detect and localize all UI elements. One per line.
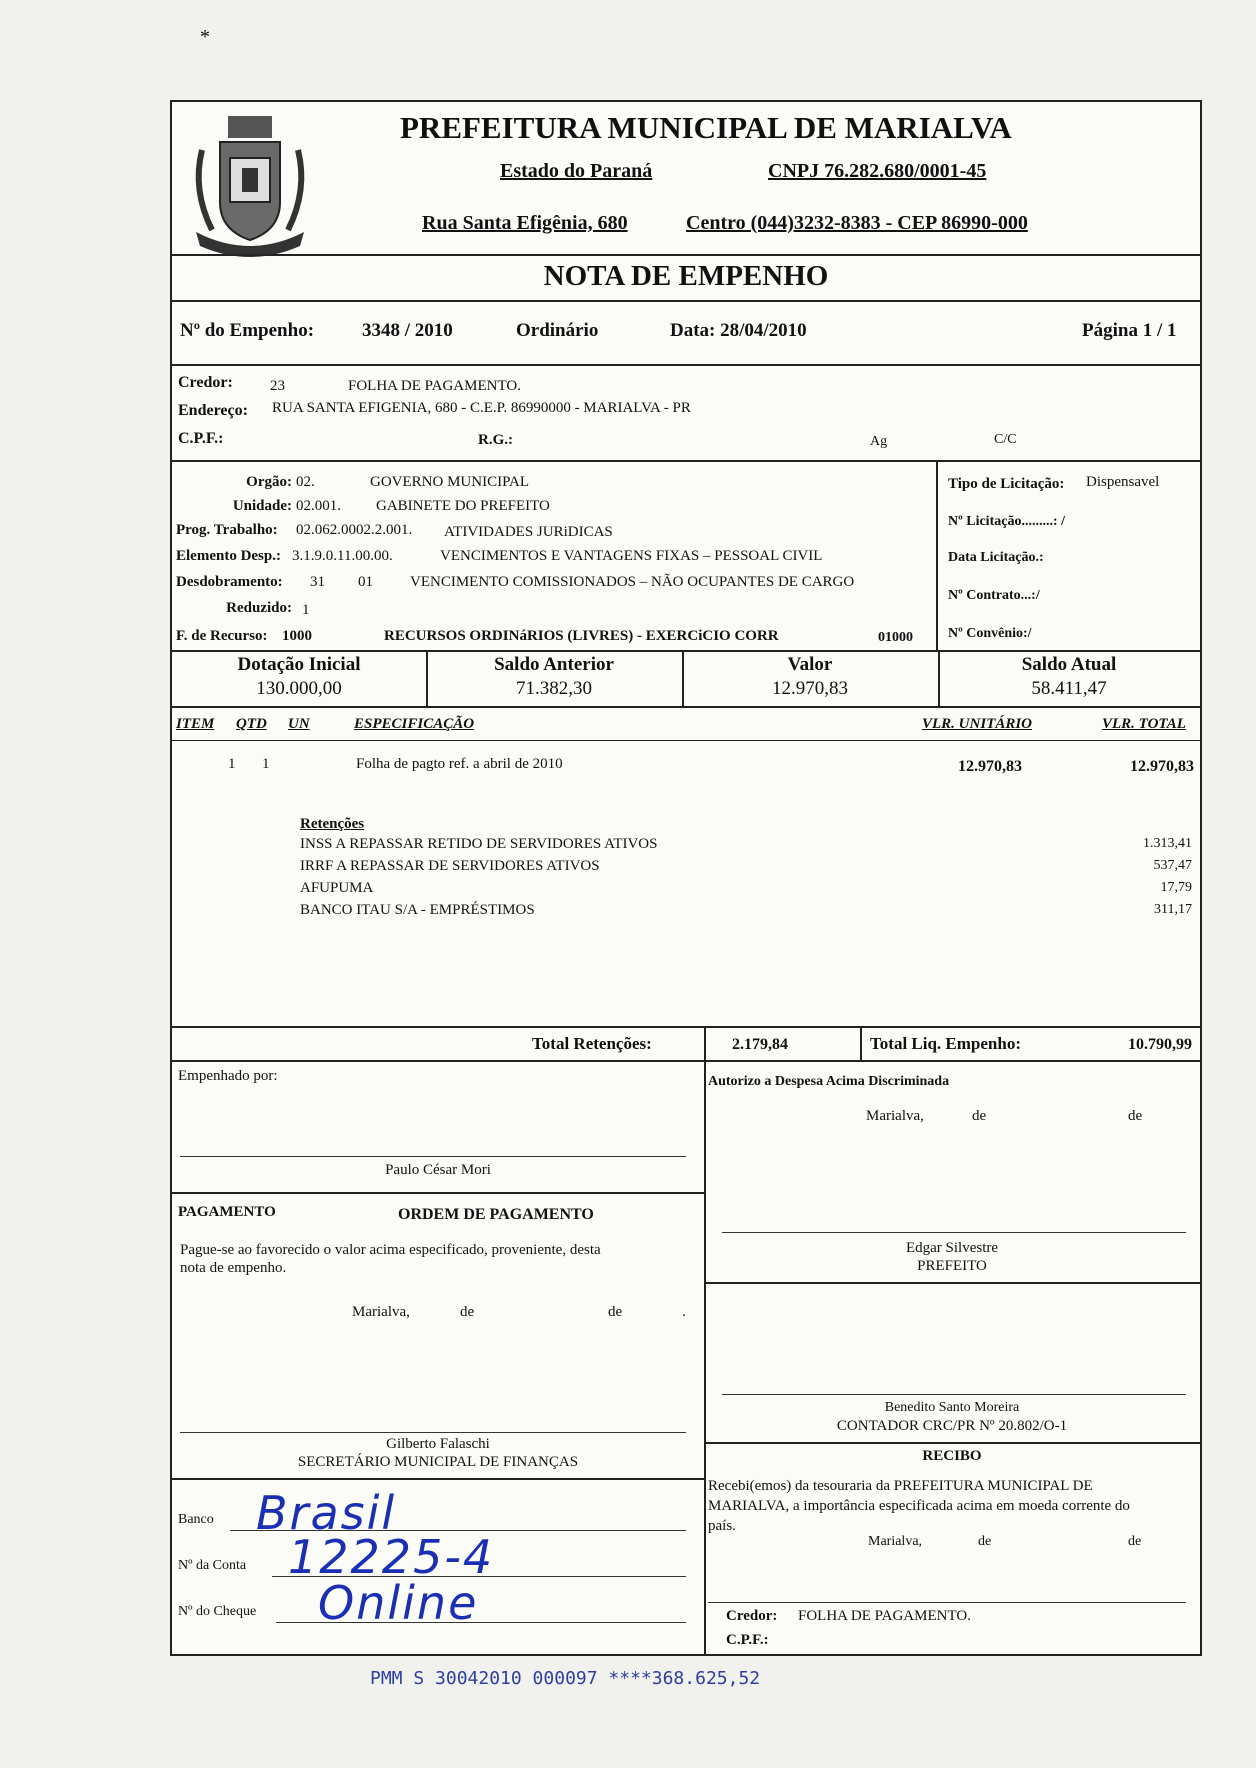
numero-convenio: Nº Convênio:/: [948, 626, 1032, 641]
pagamento-text-1: Pague-se ao favorecido o valor acima especificado, proveniente, desta: [180, 1242, 601, 1258]
pagamento-city: Marialva,: [352, 1304, 410, 1320]
empenhado-signer: Paulo César Mori: [385, 1162, 491, 1178]
col-un: UN: [288, 716, 310, 732]
pagamento-dot: .: [682, 1304, 686, 1320]
autorizo-de: de: [1128, 1108, 1143, 1124]
secretario-name: Gilberto Falaschi: [386, 1436, 490, 1452]
prefeito-name: Edgar Silvestre: [905, 1240, 999, 1256]
pagamento-de: de: [460, 1304, 475, 1320]
header-cnpj: CNPJ 76.282.680/0001-45: [768, 160, 987, 182]
address-label: Endereço:: [178, 402, 248, 419]
recurso-ref: 01000: [878, 630, 913, 645]
cc-label: C/C: [994, 432, 1017, 447]
data-licitacao: Data Licitação.:: [948, 550, 1044, 565]
col-item: ITEM: [176, 716, 215, 732]
header-title: PREFEITURA MUNICIPAL DE MARIALVA: [400, 110, 1012, 145]
conta-label: Nº da Conta: [178, 1558, 247, 1573]
secretario-title: SECRETÁRIO MUNICIPAL DE FINANÇAS: [297, 1454, 579, 1470]
recurso-code: 1000: [282, 628, 312, 644]
recibo-credor-label: Credor:: [726, 1608, 778, 1624]
recurso-name: RECURSOS ORDINáRIOS (LIVRES) - EXERCiCIO CORR: [384, 628, 779, 644]
coat-of-arms-icon: [182, 110, 318, 258]
orgao-label: Orgão:: [246, 474, 292, 490]
tipo-licitacao-label: Tipo de Licitação:: [948, 476, 1065, 492]
recibo-de: de: [1128, 1534, 1142, 1549]
prog-name: ATIVIDADES JURiDICAS: [444, 524, 613, 540]
recibo-text-3: país.: [708, 1518, 736, 1534]
numero-licitacao: Nº Licitação.........: /: [948, 514, 1065, 529]
numero-contrato: Nº Contrato...:/: [948, 588, 1040, 603]
elemento-name: VENCIMENTOS E VANTAGENS FIXAS – PESSOAL CIVIL: [440, 548, 823, 564]
ag-label: Ag: [870, 434, 888, 449]
unidade-label: Unidade:: [232, 498, 292, 514]
desdobramento-sub: 01: [358, 574, 373, 590]
total-retencoes-value: 2.179,84: [732, 1036, 788, 1053]
retencao-value: 17,79: [1160, 880, 1192, 895]
orgao-code: 02.: [296, 474, 315, 490]
balance-value: 58.411,47: [1031, 678, 1107, 699]
item-total-value: 12.970,83: [1130, 758, 1194, 775]
item-spec: Folha de pagto ref. a abril de 2010: [356, 756, 563, 772]
empenho-type: Ordinário: [516, 320, 599, 341]
col-total: VLR. TOTAL: [1102, 716, 1186, 732]
empenho-number: 3348 / 2010: [362, 320, 453, 341]
retencao-desc: BANCO ITAU S/A - EMPRÉSTIMOS: [300, 902, 535, 918]
item-unit-value: 12.970,83: [958, 758, 1022, 775]
item-qtd: 1: [262, 756, 270, 772]
total-liq-label: Total Liq. Empenho:: [870, 1034, 1021, 1053]
cheque-handwritten: Online: [318, 1576, 479, 1630]
ordem-pagamento-label: ORDEM DE PAGAMENTO: [398, 1206, 594, 1223]
credor-code: 23: [270, 378, 285, 394]
autorizo-city: Marialva,: [866, 1108, 924, 1124]
elemento-code: 3.1.9.0.11.00.00.: [292, 548, 393, 564]
pagamento-text-2: nota de empenho.: [180, 1260, 287, 1276]
desdobramento-name: VENCIMENTO COMISSIONADOS – NÃO OCUPANTES DE CARGO: [410, 574, 855, 590]
retencao-value: 1.313,41: [1143, 836, 1192, 851]
banco-label: Banco: [178, 1512, 214, 1527]
balance-value: 71.382,30: [516, 678, 592, 699]
contador-title: CONTADOR CRC/PR Nº 20.802/O-1: [836, 1418, 1068, 1434]
retencoes-title: Retenções: [300, 816, 365, 832]
tipo-licitacao-value: Dispensavel: [1086, 474, 1160, 490]
col-qtd: QTD: [236, 716, 267, 732]
col-unit: VLR. UNITÁRIO: [922, 716, 1033, 732]
recibo-text-1: Recebi(emos) da tesouraria da PREFEITURA MUNICIPAL DE: [708, 1478, 1093, 1494]
cpf-label: C.P.F.:: [178, 430, 224, 447]
retencao-value: 537,47: [1153, 858, 1192, 873]
contador-name: Benedito Santo Moreira: [884, 1400, 1020, 1415]
desdobramento-label: Desdobramento:: [176, 574, 283, 590]
orgao-name: GOVERNO MUNICIPAL: [370, 474, 530, 490]
header-address: Rua Santa Efigênia, 680: [422, 212, 628, 234]
rg-label: R.G.:: [478, 432, 513, 448]
total-retencoes-label: Total Retenções:: [532, 1034, 652, 1053]
autorizo-label: Autorizo a Despesa Acima Discriminada: [708, 1074, 950, 1089]
balance-label: Valor: [787, 654, 833, 675]
balance-label: Saldo Atual: [1021, 654, 1117, 675]
empenho-label: Nº do Empenho:: [180, 320, 315, 341]
doc-title: NOTA DE EMPENHO: [543, 260, 829, 292]
prefeito-title: PREFEITO: [917, 1258, 987, 1274]
conta-handwritten: 12225-4: [288, 1530, 495, 1584]
col-spec: ESPECIFICAÇÃO: [354, 716, 475, 732]
balance-label: Dotação Inicial: [237, 654, 361, 675]
recibo-text-2: MARIALVA, a importância especificada acima em moeda corrente do: [708, 1498, 1130, 1514]
autorizo-de: de: [972, 1108, 987, 1124]
balance-value: 130.000,00: [256, 678, 342, 699]
recibo-credor-value: FOLHA DE PAGAMENTO.: [798, 1608, 971, 1624]
credor-name: FOLHA DE PAGAMENTO.: [348, 378, 521, 394]
retencao-desc: IRRF A REPASSAR DE SERVIDORES ATIVOS: [300, 858, 600, 874]
balance-label: Saldo Anterior: [494, 654, 614, 675]
reduzido-label: Reduzido:: [226, 600, 292, 616]
pagamento-de: de: [608, 1304, 623, 1320]
empenho-date: Data: 28/04/2010: [670, 320, 807, 341]
unidade-code: 02.001.: [296, 498, 341, 514]
unidade-name: GABINETE DO PREFEITO: [376, 498, 550, 514]
reduzido-value: 1: [302, 602, 310, 618]
prog-label: Prog. Trabalho:: [176, 522, 278, 538]
balance-value: 12.970,83: [772, 678, 848, 699]
header-state: Estado do Paraná: [500, 160, 653, 182]
retencao-value: 311,17: [1154, 902, 1192, 917]
item-number: 1: [228, 756, 236, 772]
banco-handwritten: Brasil: [256, 1486, 397, 1540]
footer-code: PMM S 30042010 000097 ****368.625,52: [370, 1668, 761, 1689]
credor-label: Credor:: [178, 374, 233, 391]
recurso-label: F. de Recurso:: [176, 628, 268, 644]
scan-mark: *: [200, 26, 210, 48]
credor-address: RUA SANTA EFIGENIA, 680 - C.E.P. 86990000 - MARIALVA - PR: [272, 400, 691, 416]
retencao-desc: INSS A REPASSAR RETIDO DE SERVIDORES ATIVOS: [300, 836, 658, 852]
header-district-phone: Centro (044)3232-8383 - CEP 86990-000: [686, 212, 1028, 234]
recibo-de: de: [978, 1534, 992, 1549]
recibo-title: RECIBO: [922, 1448, 982, 1464]
nota-de-empenho-form: [170, 100, 1202, 1656]
total-liq-value: 10.790,99: [1128, 1036, 1192, 1053]
empenho-page: Página 1 / 1: [1082, 320, 1177, 341]
prog-code: 02.062.0002.2.001.: [296, 522, 413, 538]
elemento-label: Elemento Desp.:: [176, 548, 281, 564]
recibo-city: Marialva,: [868, 1534, 923, 1549]
pagamento-label: PAGAMENTO: [178, 1204, 276, 1220]
desdobramento-code: 31: [310, 574, 325, 590]
recibo-cpf-label: C.P.F.:: [726, 1632, 769, 1648]
retencao-desc: AFUPUMA: [300, 880, 374, 896]
cheque-label: Nº do Cheque: [178, 1604, 257, 1619]
empenhado-label: Empenhado por:: [178, 1068, 278, 1084]
